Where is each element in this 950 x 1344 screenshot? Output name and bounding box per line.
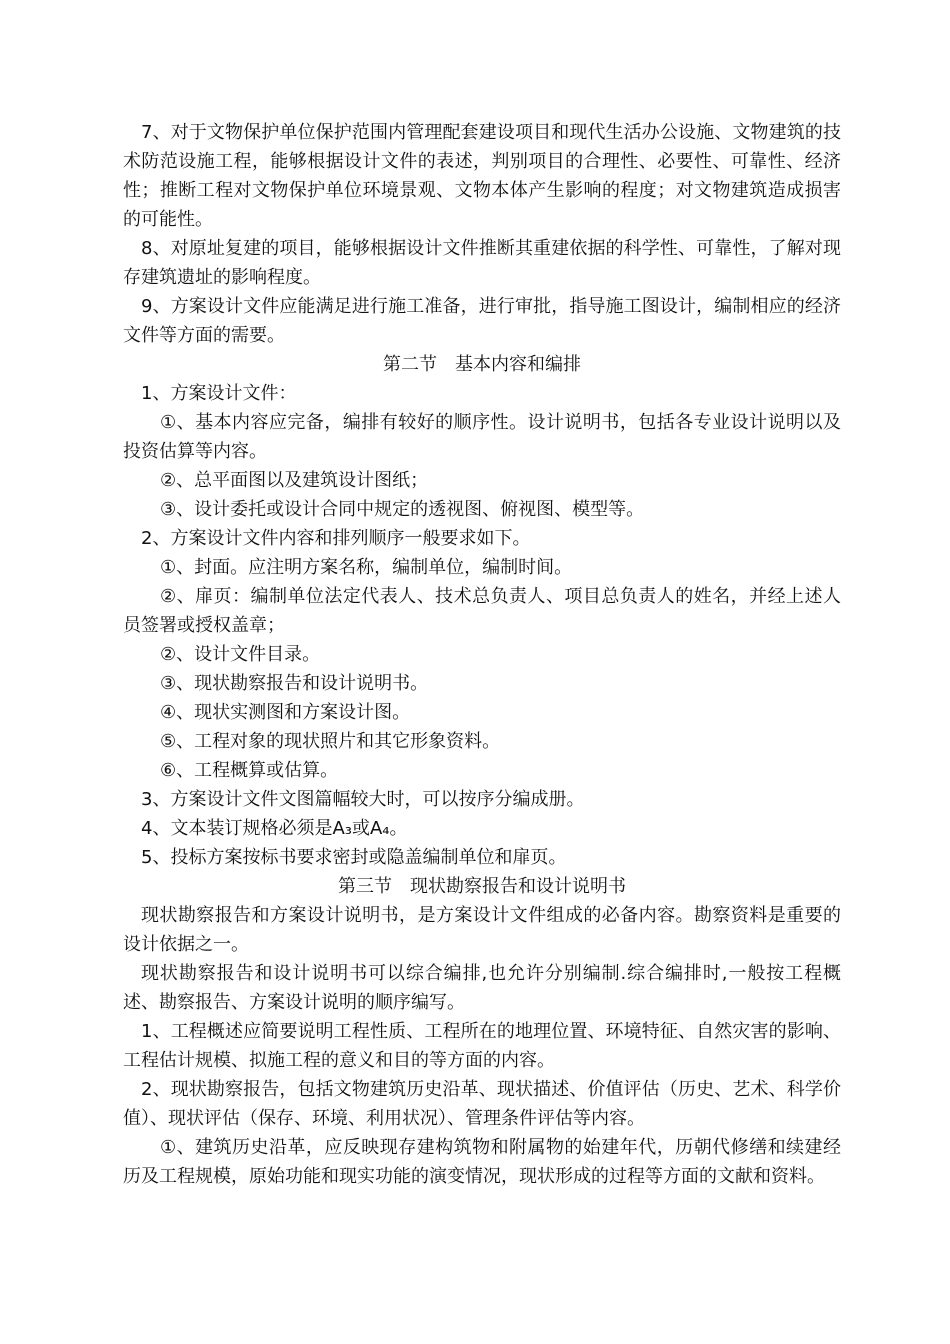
paragraph: 现状勘察报告和设计说明书可以综合编排,也允许分别编制.综合编排时,一般按工程概述、勘察报告、方案设计说明的顺序编写。 [123, 963, 841, 1013]
list-item-1: 1、方案设计文件： [141, 383, 297, 404]
list-item-4: 4、文本装订规格必须是A₃或A₄。 [141, 818, 408, 839]
sub-list-item: ⑥、工程概算或估算。 [160, 760, 339, 781]
sub-list-item: ⑤、工程对象的现状照片和其它形象资料。 [160, 731, 501, 752]
document-body [123, 118, 841, 1191]
paragraph-item-9: 9、方案设计文件应能满足进行施工准备，进行审批，指导施工图设计，编制相应的经济文件等方面的需要。 [123, 296, 841, 346]
list-item-5: 5、投标方案按标书要求密封或隐盖编制单位和扉页。 [141, 847, 567, 868]
sub-list-item: ③、设计委托或设计合同中规定的透视图、俯视图、模型等。 [160, 499, 645, 520]
section-heading-2: 第二节 基本内容和编排 [383, 354, 581, 375]
sub-list-item: ③、现状勘察报告和设计说明书。 [160, 673, 429, 694]
sub-list-item: ①、封面。应注明方案名称，编制单位，编制时间。 [160, 557, 573, 578]
sub-list-item: ②、扉页：编制单位法定代表人、技术总负责人、项目总负责人的姓名，并经上述人员签署或授权盖章； [123, 586, 841, 636]
paragraph-item-8: 8、对原址复建的项目，能够根据设计文件推断其重建依据的科学性、可靠性，了解对现存建筑遗址的影响程度。 [123, 238, 841, 288]
sub-list-item: ①、建筑历史沿革，应反映现存建构筑物和附属物的始建年代，历朝代修缮和续建经历及工程规模，原始功能和现实功能的演变情况，现状形成的过程等方面的文献和资料。 [123, 1137, 841, 1187]
sub-list-item: ②、设计文件目录。 [160, 644, 321, 665]
list-item-2: 2、现状勘察报告，包括文物建筑历史沿革、现状描述、价值评估（历史、艺术、科学价值）、现状评估（保存、环境、利用状况）、管理条件评估等内容。 [123, 1079, 841, 1129]
list-item-1: 1、工程概述应简要说明工程性质、工程所在的地理位置、环境特征、自然灾害的影响、工程估计规模、拟施工程的意义和目的等方面的内容。 [123, 1021, 841, 1071]
section-heading-3: 第三节 现状勘察报告和设计说明书 [338, 876, 626, 897]
sub-list-item: ④、现状实测图和方案设计图。 [160, 702, 411, 723]
sub-list-item: ①、基本内容应完备，编排有较好的顺序性。设计说明书，包括各专业设计说明以及投资估算等内容。 [123, 412, 841, 462]
paragraph-item-7: 7、对于文物保护单位保护范围内管理配套建设项目和现代生活办公设施、文物建筑的技术防范设施工程，能够根据设计文件的表述，判别项目的合理性、必要性、可靠性、经济性；推断工程对文物保护单位环境景观、文物本体产生影响的程度；对文物建筑造成损害的可能性。 [123, 122, 841, 230]
paragraph: 现状勘察报告和方案设计说明书，是方案设计文件组成的必备内容。勘察资料是重要的设计依据之一。 [123, 905, 841, 955]
list-item-3: 3、方案设计文件文图篇幅较大时，可以按序分编成册。 [141, 789, 585, 810]
list-item-2: 2、方案设计文件内容和排列顺序一般要求如下。 [141, 528, 531, 549]
sub-list-item: ②、总平面图以及建筑设计图纸； [160, 470, 429, 491]
